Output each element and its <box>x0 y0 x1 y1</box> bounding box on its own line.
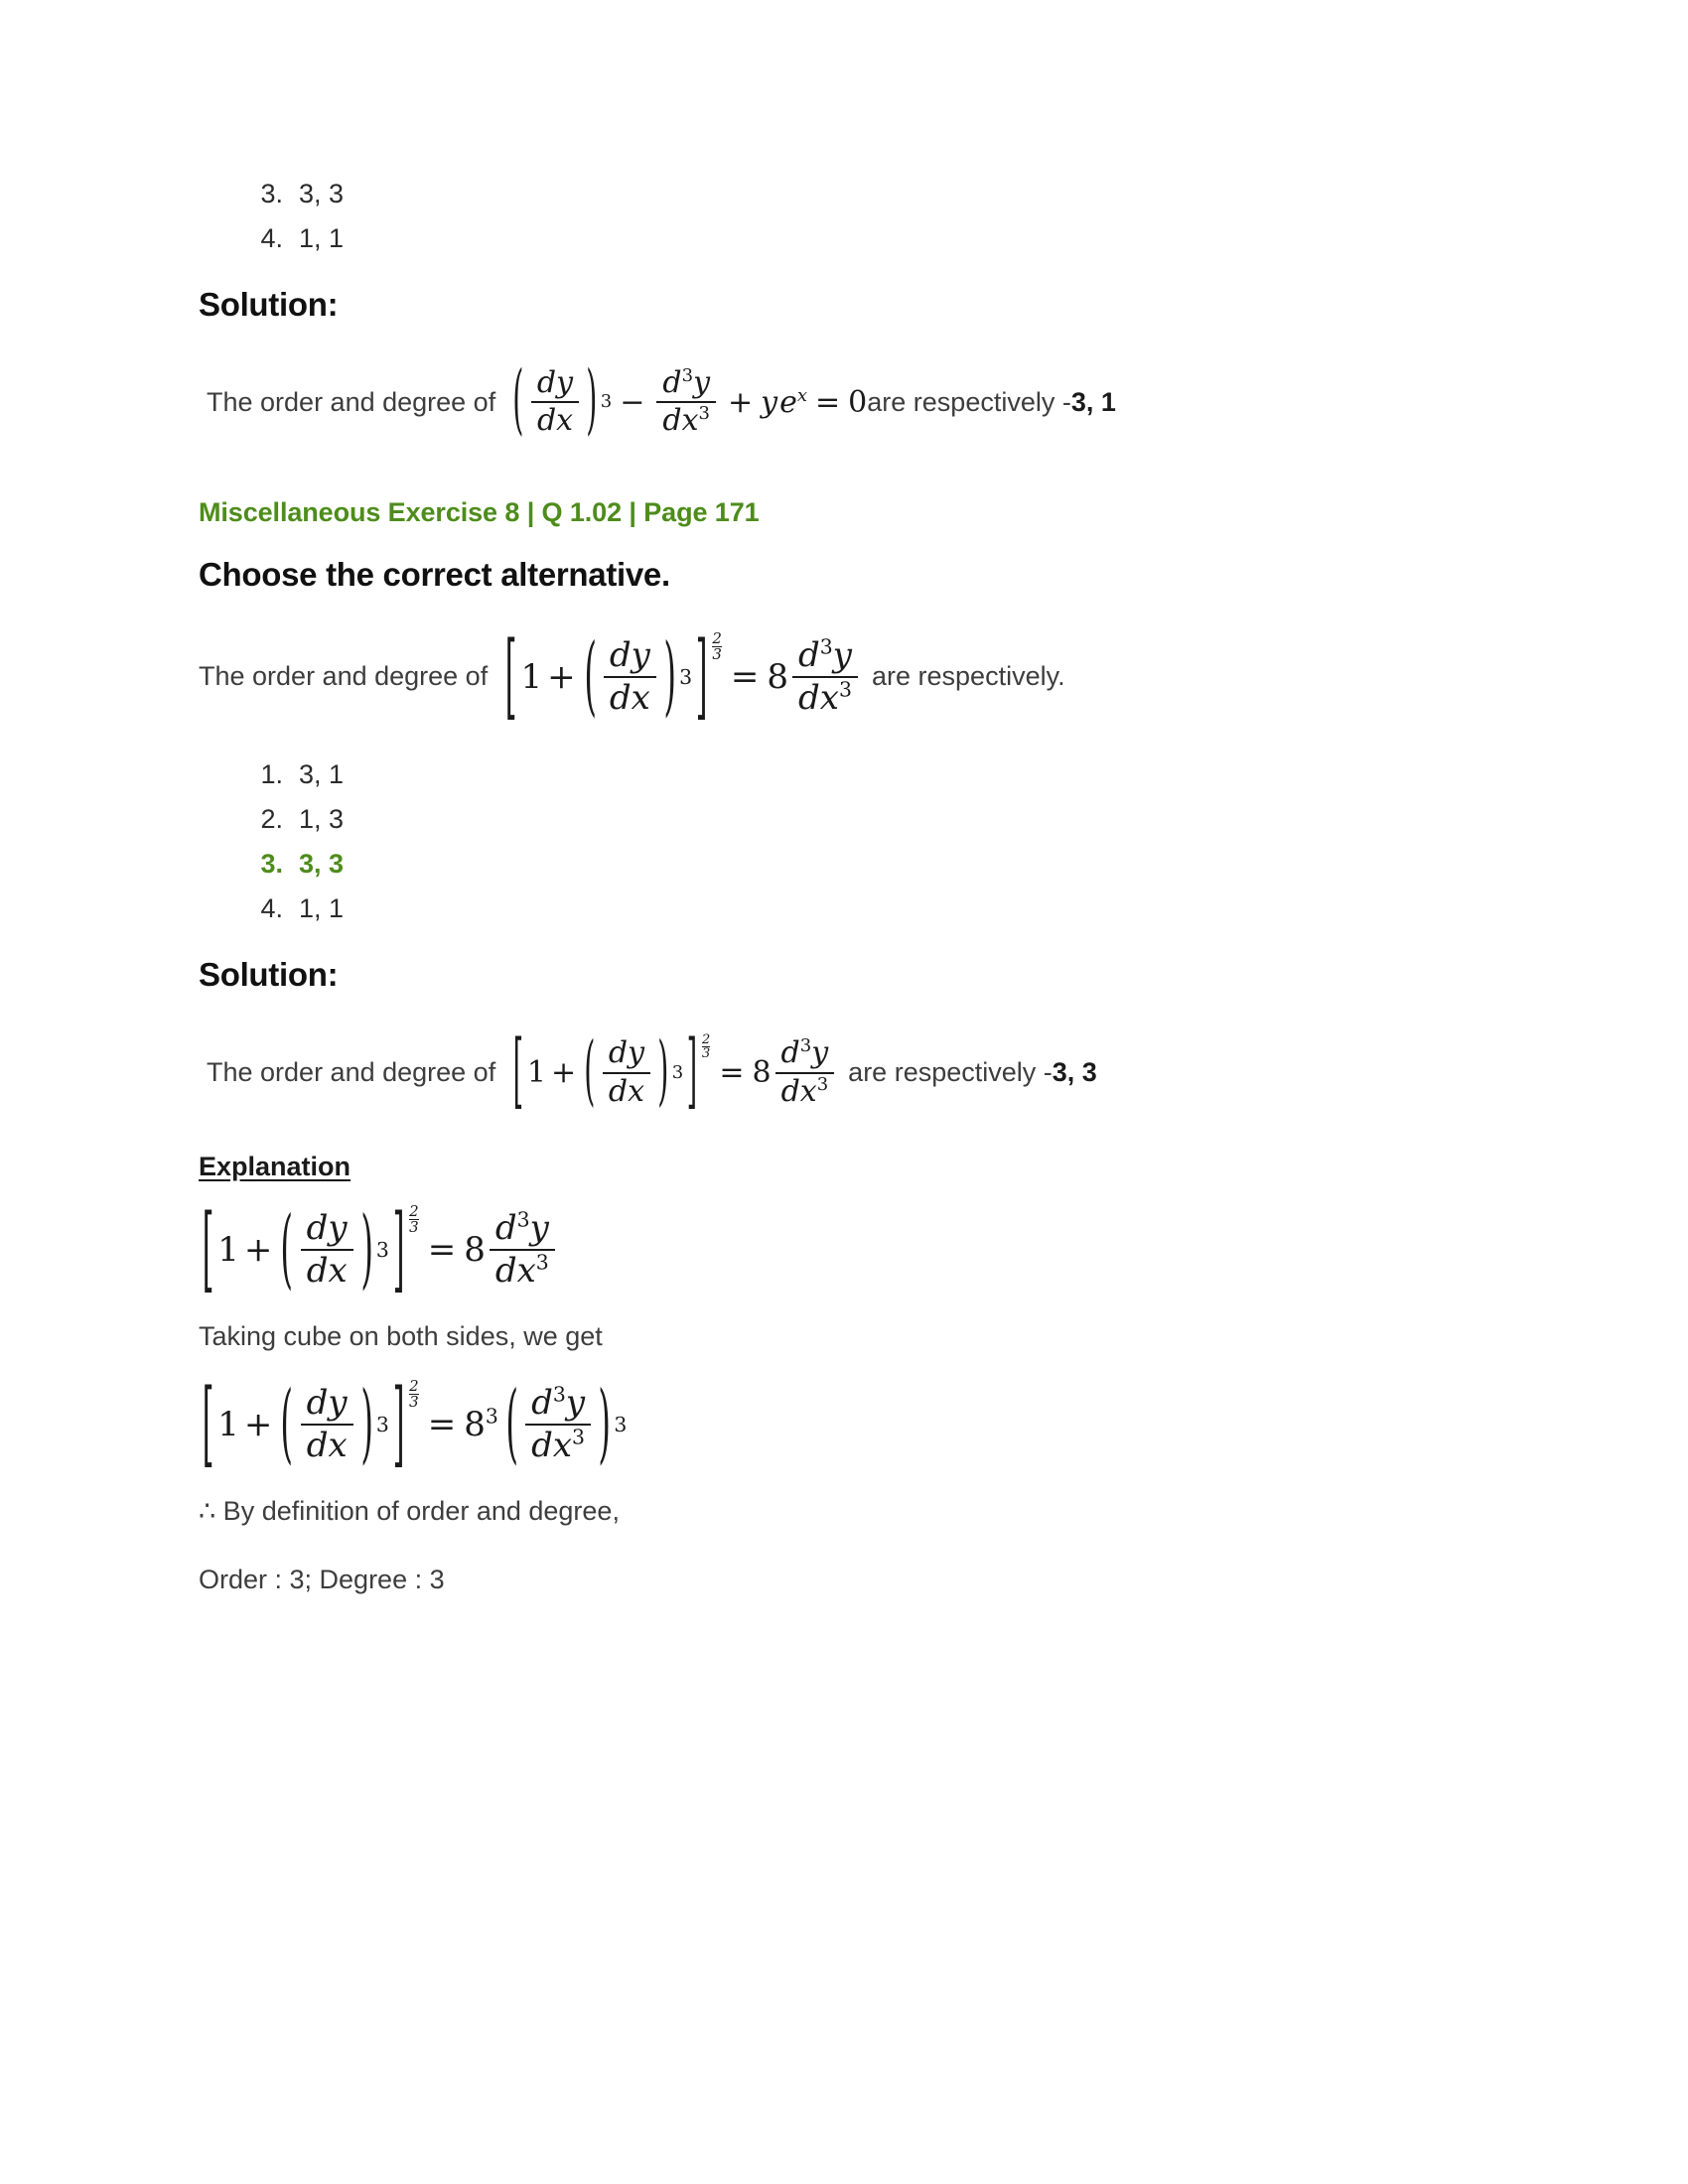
solution-2-equation-line <box>207 1024 1509 1120</box>
solution-2-prefix: The order and degree of <box>207 1057 496 1088</box>
option-number: 1. <box>260 759 283 790</box>
third-derivative-fraction <box>656 367 716 438</box>
paren-open: ( <box>280 1373 294 1475</box>
question-equation-line <box>199 621 1509 732</box>
dy-dx-cubed-group: ( $\frac{dy}{dx}$ ) 3 <box>581 637 693 716</box>
exponent-denominator: 3 <box>701 1046 711 1062</box>
equals-operator: = <box>427 1229 457 1270</box>
equals-operator: = <box>719 1055 745 1091</box>
solution-1-suffix: are respectively - <box>867 386 1071 417</box>
list-item-correct-answer[interactable] <box>199 849 1509 880</box>
list-item[interactable] <box>199 893 1509 924</box>
fraction-denominator: dx <box>603 1072 650 1108</box>
bracket-exponent-two-thirds <box>702 1033 710 1060</box>
solution-1-math <box>509 356 868 446</box>
eight-cubed: $8^3$ <box>464 1404 498 1444</box>
explanation-step-text: Taking cube on both sides, we get <box>199 1321 603 1352</box>
fraction-numerator: $d^3y$ <box>494 1207 549 1248</box>
question-math <box>501 621 862 732</box>
option-label: 3, 3 <box>299 849 345 880</box>
minus-operator: − <box>620 384 645 420</box>
fraction-numerator: $d^3y$ <box>798 634 852 675</box>
fraction-numerator: dy <box>536 365 574 400</box>
fraction-numerator: dy <box>609 634 650 675</box>
paren-close: ) <box>359 1373 373 1475</box>
explanation-conclusion-text: ∴ By definition of order and degree, <box>199 1496 620 1527</box>
fraction-numerator: $d^3y$ <box>662 365 711 400</box>
option-label: 1, 1 <box>299 893 345 924</box>
solution-1-answer: 3, 1 <box>1070 386 1116 417</box>
solution-heading-2: Solution: <box>199 956 339 994</box>
plus-operator: + <box>243 1229 273 1270</box>
fraction-numerator: dy <box>306 1208 348 1248</box>
fraction-numerator: $d^3y$ <box>780 1035 829 1071</box>
list-item[interactable] <box>199 804 1509 835</box>
plus-operator: + <box>243 1404 273 1444</box>
bracket-exponent-two-thirds <box>409 1204 419 1235</box>
exponent-numerator: 2 <box>712 628 722 647</box>
exponent-numerator: 2 <box>409 1202 419 1220</box>
option-label: 1, 1 <box>299 223 345 253</box>
paren-open: ( <box>583 625 597 728</box>
third-derivative-fraction <box>792 634 858 718</box>
bracket-group <box>501 621 723 732</box>
dy-dx-cubed-group: ( $\frac{dy}{dx}$ ) 3 <box>277 1210 389 1289</box>
fraction-numerator: $d^3y$ <box>531 1382 586 1423</box>
top-options-list <box>199 179 1509 254</box>
bracket-group <box>199 1194 420 1304</box>
fraction-denominator: $dx^3$ <box>490 1249 555 1290</box>
list-item[interactable] <box>199 759 1509 790</box>
dy-dx-cubed-group: ( $\frac{dy}{dx}$ ) 3 <box>509 367 612 438</box>
bracket-exponent-two-thirds <box>712 628 722 663</box>
solution-1-prefix: The order and degree of <box>207 386 496 417</box>
fraction-denominator: $dx^3$ <box>775 1072 835 1108</box>
option-number: 3. <box>260 849 283 880</box>
paren-open: ( <box>512 356 524 446</box>
fraction-denominator: $dx^3$ <box>792 676 858 717</box>
bracket-open: [ <box>504 621 517 732</box>
plus-operator: + <box>547 656 576 697</box>
exponent-denominator: 3 <box>409 1217 419 1236</box>
rhs-zero: 0 <box>848 384 868 420</box>
fraction-denominator: dx <box>301 1249 353 1290</box>
paren-close: ) <box>663 625 676 728</box>
term-y: y <box>761 384 778 420</box>
fraction-denominator: $dx^3$ <box>656 401 716 437</box>
solution-2-answer: 3, 3 <box>1052 1057 1097 1088</box>
coefficient-eight: 8 <box>767 656 789 697</box>
bracket-close: ] <box>392 1369 405 1479</box>
term-e: $e^x$ <box>779 384 808 420</box>
third-derivative-fraction <box>525 1382 591 1465</box>
bracket-close: ] <box>686 1024 698 1120</box>
question-heading: Choose the correct alternative. <box>199 555 670 593</box>
fraction-numerator: dy <box>608 1035 645 1071</box>
question-suffix: are respectively. <box>872 661 1065 691</box>
dy-dx-fraction <box>531 367 579 438</box>
fraction-denominator: $dx^3$ <box>525 1424 591 1464</box>
paren-close: ) <box>598 1373 611 1475</box>
option-number: 3. <box>260 179 283 208</box>
one-term: 1 <box>526 1055 547 1091</box>
bracket-group <box>199 1369 420 1479</box>
option-label: 3, 3 <box>299 179 345 208</box>
dy-dx-cubed-group: ( $\frac{dy}{dx}$ ) 3 <box>277 1385 389 1463</box>
solution-1-equation-line <box>207 356 1509 446</box>
coefficient-eight: 8 <box>464 1229 486 1270</box>
fraction-numerator: dy <box>306 1382 348 1423</box>
exercise-reference-header[interactable]: Miscellaneous Exercise 8 | Q 1.02 | Page 171 <box>199 496 760 527</box>
exponent-numerator: 2 <box>409 1376 419 1395</box>
one-term: 1 <box>217 1404 239 1444</box>
explanation-equation-2 <box>199 1369 1509 1479</box>
dy-dx-cubed-group: ( $\frac{dy}{dx}$ ) 3 <box>581 1037 683 1108</box>
paren-open: ( <box>584 1026 596 1116</box>
paren-open: ( <box>505 1373 518 1475</box>
bracket-group <box>509 1024 711 1120</box>
page-content <box>199 179 1509 1599</box>
third-derivative-fraction <box>490 1207 555 1291</box>
explanation-math-2 <box>199 1369 628 1479</box>
coefficient-eight: 8 <box>752 1055 772 1091</box>
option-number: 2. <box>260 804 283 835</box>
exponent-denominator: 3 <box>712 644 722 663</box>
bracket-open: [ <box>202 1369 214 1479</box>
paren-open: ( <box>280 1198 294 1300</box>
paren-close: ) <box>586 356 598 446</box>
fraction-denominator: dx <box>531 401 579 437</box>
solution-2-math <box>509 1024 838 1120</box>
bracket-close: ] <box>392 1194 405 1304</box>
question-options-list <box>199 759 1509 924</box>
paren-close: ) <box>657 1026 669 1116</box>
one-term: 1 <box>217 1229 239 1270</box>
explanation-math-1 <box>199 1194 559 1304</box>
explanation-heading: Explanation <box>199 1152 352 1181</box>
fraction-denominator: dx <box>604 676 656 717</box>
dy-dx-fraction <box>604 634 656 718</box>
solution-heading-1: Solution: <box>199 286 339 323</box>
explanation-result-text: Order : 3; Degree : 3 <box>199 1564 445 1594</box>
dy-dx-fraction <box>603 1037 650 1108</box>
option-number: 4. <box>260 893 283 924</box>
exponent-numerator: 2 <box>701 1032 711 1048</box>
list-item[interactable] <box>199 179 1509 209</box>
fraction-denominator: dx <box>301 1424 353 1464</box>
equals-operator: = <box>730 656 760 697</box>
explanation-equation-1 <box>199 1194 1509 1304</box>
option-label: 1, 3 <box>299 804 345 835</box>
one-term: 1 <box>520 656 543 697</box>
equals-operator: = <box>427 1404 457 1444</box>
third-derivative-fraction <box>775 1037 835 1108</box>
list-item[interactable] <box>199 223 1509 254</box>
dy-dx-fraction <box>301 1210 353 1289</box>
question-prefix: The order and degree of <box>199 661 489 691</box>
equals-operator: = <box>815 384 841 420</box>
bracket-close: ] <box>695 621 708 732</box>
plus-operator: + <box>728 384 754 420</box>
paren-close: ) <box>359 1198 373 1300</box>
dy-dx-fraction <box>301 1382 353 1465</box>
third-derivative-cubed-group: ( $\frac{d^3y}{dx^3}$ ) 3 <box>502 1385 627 1463</box>
option-number: 4. <box>260 223 283 253</box>
plus-operator: + <box>551 1055 577 1091</box>
bracket-open: [ <box>202 1194 214 1304</box>
bracket-exponent-two-thirds <box>409 1376 419 1411</box>
bracket-open: [ <box>512 1024 524 1120</box>
solution-2-suffix: are respectively - <box>848 1057 1053 1088</box>
option-label: 3, 1 <box>299 759 345 790</box>
exponent-denominator: 3 <box>409 1392 419 1411</box>
